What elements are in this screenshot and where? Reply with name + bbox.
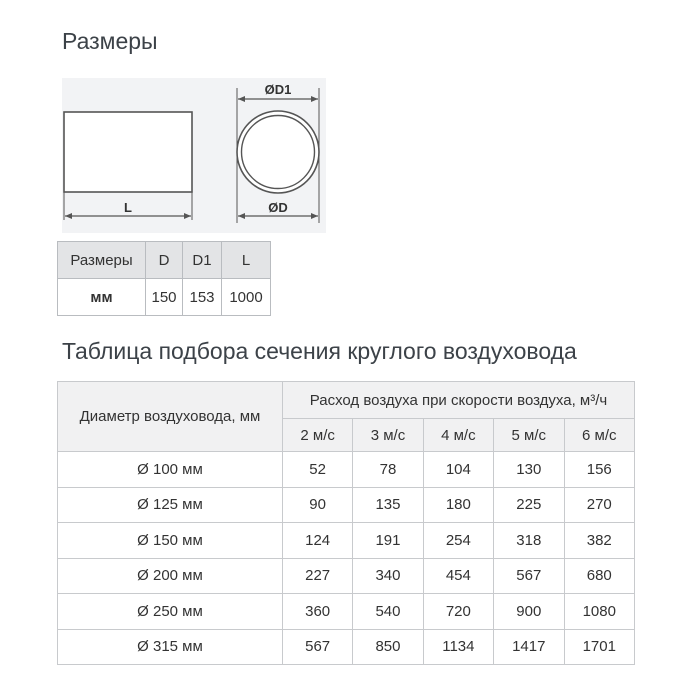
dimensions-table: [57, 241, 271, 316]
diameter-cell: Ø 250 мм: [58, 594, 283, 630]
flow-value-cell: 850: [353, 629, 423, 665]
table-row: [58, 629, 635, 665]
diameter-cell: Ø 200 мм: [58, 558, 283, 594]
flow-value-cell: 130: [494, 452, 564, 488]
d-arrow-right: [311, 213, 318, 219]
selection-heading: Таблица подбора сечения круглого воздуховода: [62, 338, 577, 364]
dimensions-header-cell: D1: [183, 242, 222, 279]
diameter-cell: Ø 150 мм: [58, 523, 283, 559]
flow-value-cell: 225: [494, 487, 564, 523]
outer-diameter-label: ØD: [268, 200, 288, 215]
speed-header-cell: 4 м/с: [423, 419, 493, 452]
dimensions-value-cell: 153: [183, 279, 222, 316]
duct-dimension-drawing: [62, 78, 326, 233]
flow-value-cell: 454: [423, 558, 493, 594]
dimensions-header-cell: L: [222, 242, 271, 279]
length-arrow-left: [65, 213, 72, 219]
flow-value-cell: 270: [564, 487, 634, 523]
dimensions-header-cell: Размеры: [58, 242, 146, 279]
diameter-header: Диаметр воздуховода, мм: [58, 382, 283, 452]
flow-value-cell: 254: [423, 523, 493, 559]
flow-value-cell: 720: [423, 594, 493, 630]
flow-value-cell: 540: [353, 594, 423, 630]
dimensions-header-row: [58, 242, 271, 279]
sizes-heading: Размеры: [62, 28, 158, 54]
flow-value-cell: 900: [494, 594, 564, 630]
flow-value-cell: 382: [564, 523, 634, 559]
table-row: [58, 487, 635, 523]
flow-value-cell: 340: [353, 558, 423, 594]
speed-header-cell: 6 м/с: [564, 419, 634, 452]
flow-header: Расход воздуха при скорости воздуха, м³/ч: [282, 382, 634, 419]
d-arrow-left: [238, 213, 245, 219]
d1-arrow-left: [238, 96, 245, 102]
flow-value-cell: 135: [353, 487, 423, 523]
speed-header-cell: 3 м/с: [353, 419, 423, 452]
diameter-cell: Ø 125 мм: [58, 487, 283, 523]
table-row: [58, 558, 635, 594]
flow-value-cell: 1134: [423, 629, 493, 665]
flow-value-cell: 104: [423, 452, 493, 488]
flow-value-cell: 90: [282, 487, 352, 523]
duct-selection-table: [57, 381, 635, 665]
speed-header-cell: 5 м/с: [494, 419, 564, 452]
flow-value-cell: 156: [564, 452, 634, 488]
flow-value-cell: 78: [353, 452, 423, 488]
flow-value-cell: 227: [282, 558, 352, 594]
inner-diameter-label: ØD1: [264, 82, 292, 97]
flow-value-cell: 1701: [564, 629, 634, 665]
length-label: L: [124, 200, 132, 215]
diameter-cell: Ø 100 мм: [58, 452, 283, 488]
dimensions-value-row: [58, 279, 271, 316]
diameter-cell: Ø 315 мм: [58, 629, 283, 665]
dimensions-value-cell: 1000: [222, 279, 271, 316]
duct-end-view-inner: [242, 116, 315, 189]
flow-value-cell: 680: [564, 558, 634, 594]
flow-value-cell: 567: [494, 558, 564, 594]
flow-value-cell: 1080: [564, 594, 634, 630]
dimensions-unit-cell: мм: [58, 279, 146, 316]
flow-value-cell: 567: [282, 629, 352, 665]
flow-value-cell: 1417: [494, 629, 564, 665]
d1-arrow-right: [311, 96, 318, 102]
flow-value-cell: 52: [282, 452, 352, 488]
table-row: [58, 452, 635, 488]
flow-value-cell: 360: [282, 594, 352, 630]
flow-value-cell: 180: [423, 487, 493, 523]
table-row: [58, 594, 635, 630]
flow-value-cell: 124: [282, 523, 352, 559]
length-arrow-right: [184, 213, 191, 219]
flow-value-cell: 318: [494, 523, 564, 559]
flow-value-cell: 191: [353, 523, 423, 559]
duct-drawing-svg: [62, 78, 326, 233]
dimensions-header-cell: D: [146, 242, 183, 279]
speed-header-cell: 2 м/с: [282, 419, 352, 452]
dimensions-value-cell: 150: [146, 279, 183, 316]
selection-header-row: [58, 382, 635, 419]
duct-side-view: [64, 112, 192, 192]
table-row: [58, 523, 635, 559]
